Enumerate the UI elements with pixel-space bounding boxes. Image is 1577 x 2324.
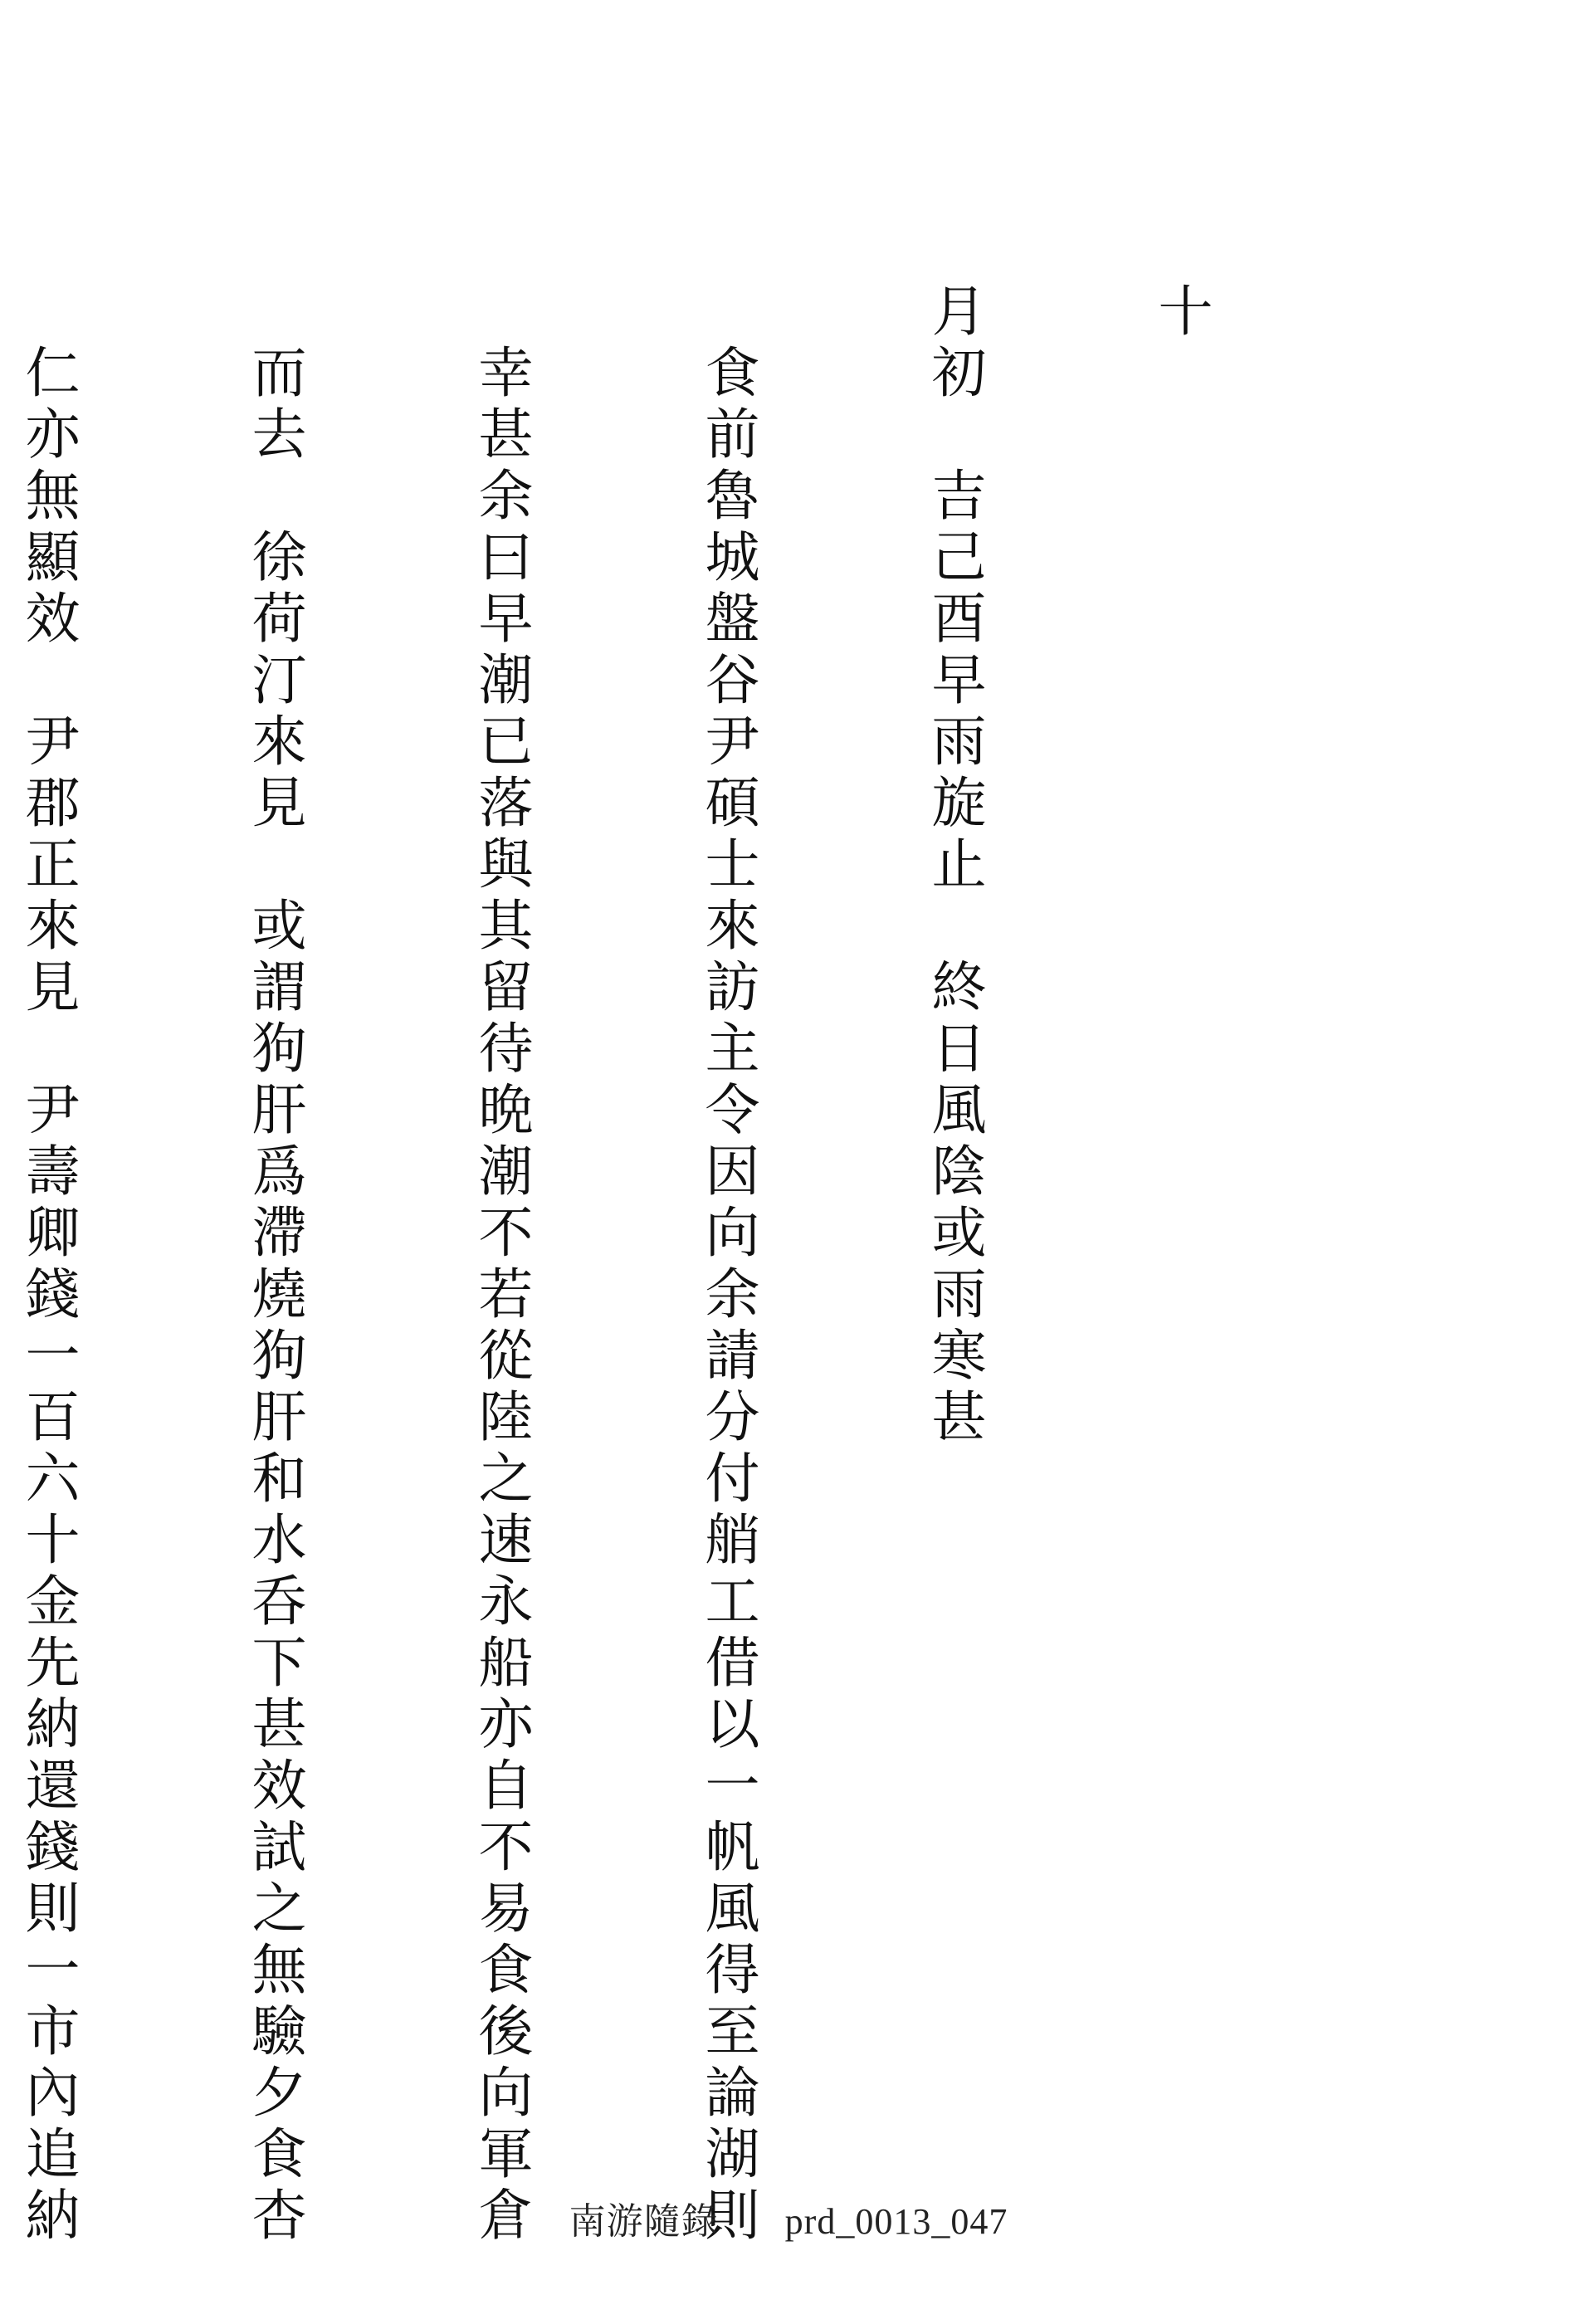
manuscript-column-2: 月初 吉己酉早雨旋止 終日風陰或雨寒甚: [922, 282, 986, 1449]
manuscript-column-5: 而去 徐荷汀來見 或謂狗肝爲滯燒狗肝和水呑下甚效試之無驗夕食杏: [242, 282, 306, 2248]
manuscript-column-6: 仁亦無顯效 尹郡正來見 尹壽卿錢一百六十金先納還錢則一市內追納: [16, 282, 80, 2248]
manuscript-column-1: 十: [1149, 282, 1213, 345]
page-footer: [0, 2191, 1577, 2244]
footer-title: 南游隨錄: [569, 2201, 719, 2242]
manuscript-column-4: 幸甚余曰早潮已落與其留待晩潮不若從陸之速永船亦自不易食後向軍倉: [469, 282, 533, 2248]
footer-page-id: prd_0013_047: [784, 2201, 1008, 2242]
manuscript-column-3: 食前魯城盤谷尹碩士來訪主令因向余請分付艄工借以一帆風得至論湖則: [696, 282, 759, 2248]
